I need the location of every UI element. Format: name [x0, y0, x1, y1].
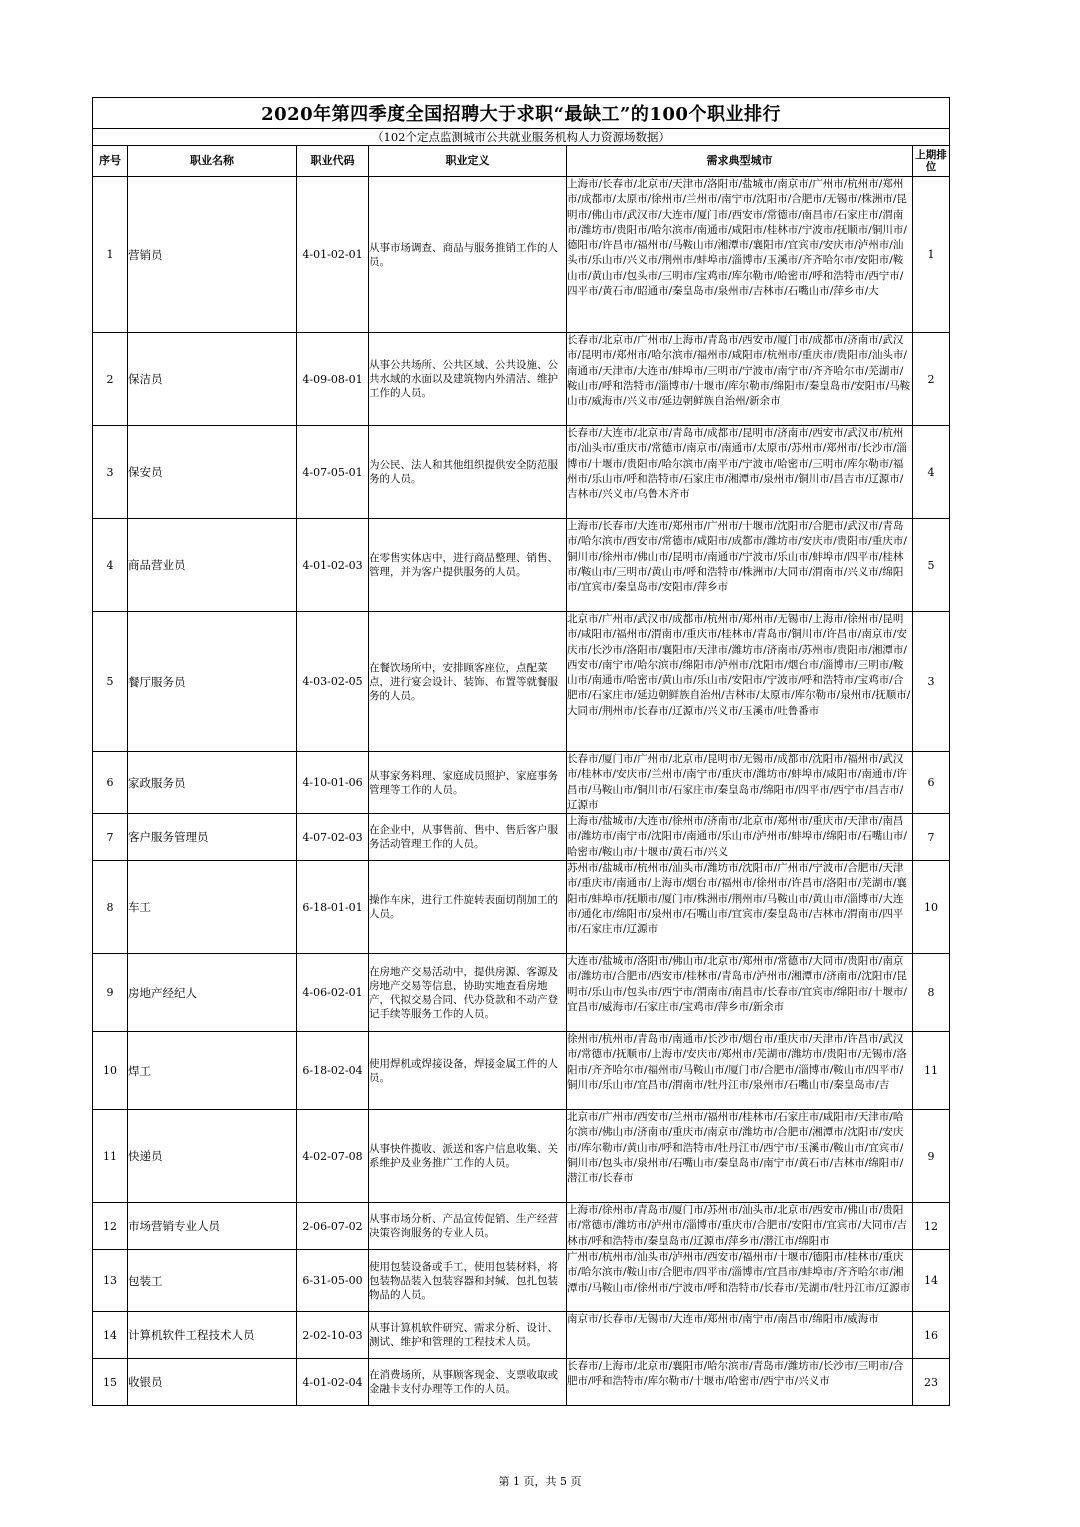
occupation-definition: 从事快件揽收、派送和客户信息收集、关系维护及业务推广工作的人员。 — [369, 1110, 567, 1203]
table-row — [93, 177, 950, 333]
last-period-rank: 6 — [913, 752, 950, 814]
occupation-name: 焊工 — [128, 1032, 297, 1110]
header-cities: 需求典型城市 — [567, 146, 913, 177]
occupation-name: 车工 — [128, 861, 297, 954]
occupation-name: 保洁员 — [128, 333, 297, 426]
row-number: 7 — [93, 814, 128, 861]
occupation-code: 4-01-02-01 — [297, 177, 369, 333]
occupation-name: 商品营业员 — [128, 519, 297, 612]
demand-cities-text: 广州市/杭州市/汕头市/泸州市/西安市/福州市/十堰市/德阳市/桂林市/重庆市/哈尔滨市/鞍山市/合肥市/四平市/淄博市/宜昌市/蚌埠市/齐齐哈尔市/湘潭市/马鞍山市/徐州市/宁波市/呼和浩特市/长春市/芜湖市/牡丹江市/辽源市 — [567, 1251, 911, 1294]
last-period-rank: 2 — [913, 333, 950, 426]
demand-cities-text: 大连市/盐城市/洛阳市/佛山市/北京市/郑州市/常德市/大同市/贵阳市/南京市/潍坊市/合肥市/西安市/桂林市/青岛市/泸州市/湘潭市/济南市/沈阳市/昆明市/乐山市/包头市/西宁市/渭南市/南昌市/长春市/宜宾市/绵阳市/十堰市/宜昌市/威海市/石家庄市/宝鸡市/萍乡市/新余市 — [567, 955, 907, 1013]
occupation-definition: 在餐饮场所中，安排顾客座位，点配菜点，进行宴会设计、装饰、布置等就餐服务的人员。 — [369, 612, 567, 752]
header-definition: 职业定义 — [369, 146, 567, 177]
demand-cities — [567, 954, 913, 1032]
row-number: 12 — [93, 1203, 128, 1250]
demand-cities-text: 长春市/厦门市/广州市/北京市/昆明市/无锡市/成都市/沈阳市/福州市/武汉市/桂林市/安庆市/兰州市/南宁市/重庆市/潍坊市/蚌埠市/咸阳市/南通市/许昌市/马鞍山市/铜川市/石家庄市/秦皇岛市/绵阳市/四平市/西宁市/昌吉市/辽源市 — [567, 753, 907, 811]
last-period-rank: 5 — [913, 519, 950, 612]
occupation-code: 2-02-10-03 — [297, 1312, 369, 1359]
demand-cities — [567, 1359, 913, 1406]
occupation-definition: 从事市场分析、产品宣传促销、生产经营决策咨询服务的专业人员。 — [369, 1203, 567, 1250]
row-number: 13 — [93, 1250, 128, 1312]
table-row — [93, 1312, 950, 1359]
occupation-definition: 在消费场所，从事顾客现金、支票收取或金融卡支付办理等工作的人员。 — [369, 1359, 567, 1406]
demand-cities — [567, 333, 913, 426]
last-period-rank: 3 — [913, 612, 950, 752]
occupation-definition: 从事家务料理、家庭成员照护、家庭事务管理等工作的人员。 — [369, 752, 567, 814]
demand-cities-text: 长春市/上海市/北京市/襄阳市/哈尔滨市/青岛市/潍坊市/长沙市/三明市/合肥市/呼和浩特市/库尔勒市/十堰市/哈密市/西宁市/兴义市 — [567, 1360, 904, 1388]
table-row — [93, 612, 950, 752]
row-number: 1 — [93, 177, 128, 333]
demand-cities-text: 上海市/长春市/大连市/郑州市/广州市/十堰市/沈阳市/合肥市/武汉市/青岛市/哈尔滨市/西安市/常德市/咸阳市/成都市/潍坊市/安庆市/贵阳市/重庆市/铜川市/徐州市/佛山市/昆明市/南通市/宁波市/乐山市/蚌埠市/四平市/桂林市/鞍山市/三明市/黄山市/呼和浩特市/株洲市/大同市/渭南市/兴义市/绵阳市/宜宾市/秦皇岛市/安阳市/萍乡市 — [567, 520, 907, 594]
table-row — [93, 861, 950, 954]
occupation-definition: 为公民、法人和其他组织提供安全防范服务的人员。 — [369, 426, 567, 519]
occupation-ranking-table — [92, 97, 950, 1406]
occupation-definition: 在房地产交易活动中，提供房源、客源及房地产交易等信息，协助实地查看房地产，代拟交易合同、代办贷款和不动产登记手续等服务工作的人员。 — [369, 954, 567, 1032]
occupation-name: 餐厅服务员 — [128, 612, 297, 752]
demand-cities-text: 上海市/盐城市/大连市/徐州市/济南市/北京市/郑州市/重庆市/天津市/南昌市/潍坊市/南宁市/沈阳市/南通市/乐山市/泸州市/蚌埠市/绵阳市/石嘴山市/哈密市/鞍山市/十堰市/黄石市/兴义 — [567, 815, 907, 858]
demand-cities-text: 上海市/徐州市/青岛市/厦门市/苏州市/汕头市/北京市/西安市/佛山市/贵阳市/常德市/潍坊市/泸州市/淄博市/重庆市/合肥市/安阳市/宜宾市/大同市/吉林市/呼和浩特市/秦皇岛市/辽源市/萍乡市/潜江市/绵阳市 — [567, 1204, 907, 1247]
last-period-rank: 4 — [913, 426, 950, 519]
occupation-name: 快递员 — [128, 1110, 297, 1203]
row-number: 4 — [93, 519, 128, 612]
page-footer: 第 1 页，共 5 页 — [498, 1475, 582, 1488]
demand-cities — [567, 426, 913, 519]
demand-cities — [567, 612, 913, 752]
occupation-code: 4-10-01-06 — [297, 752, 369, 814]
table-header-row — [93, 146, 950, 177]
row-number: 11 — [93, 1110, 128, 1203]
demand-cities — [567, 1250, 913, 1312]
occupation-definition: 在企业中，从事售前、售中、售后客户服务活动管理工作的人员。 — [369, 814, 567, 861]
table-row — [93, 519, 950, 612]
occupation-name: 客户服务管理员 — [128, 814, 297, 861]
demand-cities-text: 北京市/广州市/西安市/兰州市/福州市/桂林市/石家庄市/咸阳市/天津市/哈尔滨市/佛山市/济南市/重庆市/南京市/潍坊市/合肥市/湘潭市/沈阳市/安庆市/库尔勒市/黄山市/呼和浩特市/牡丹江市/西宁市/玉溪市/鞍山市/宜宾市/铜川市/包头市/泉州市/石嘴山市/秦皇岛市/南宁市/黄石市/吉林市/绵阳市/潜江市/长春市 — [567, 1111, 904, 1185]
occupation-code: 4-07-02-03 — [297, 814, 369, 861]
demand-cities-text: 长春市/北京市/广州市/上海市/青岛市/西安市/厦门市/成都市/济南市/武汉市/昆明市/郑州市/哈尔滨市/福州市/咸阳市/杭州市/重庆市/贵阳市/汕头市/南通市/天津市/大连市/蚌埠市/三明市/宁波市/南宁市/齐齐哈尔市/芜湖市/鞍山市/呼和浩特市/淄博市/十堰市/库尔勒市/绵阳市/秦皇岛市/安阳市/马鞍山市/威海市/兴义市/延边朝鲜族自治州/新余市 — [567, 334, 911, 408]
occupation-code: 6-18-02-04 — [297, 1032, 369, 1110]
occupation-definition: 从事计算机软件研究、需求分析、设计、测试、维护和管理的工程技术人员。 — [369, 1312, 567, 1359]
occupation-name: 收银员 — [128, 1359, 297, 1406]
last-period-rank: 12 — [913, 1203, 950, 1250]
table-row — [93, 752, 950, 814]
demand-cities — [567, 814, 913, 861]
header-no: 序号 — [93, 146, 128, 177]
demand-cities — [567, 1110, 913, 1203]
demand-cities-text: 长春市/大连市/北京市/青岛市/成都市/昆明市/济南市/西安市/武汉市/杭州市/汕头市/重庆市/常德市/南京市/南通市/太原市/苏州市/郑州市/长沙市/淄博市/十堰市/贵阳市/哈尔滨市/南平市/宁波市/哈密市/三明市/库尔勒市/福州市/乐山市/呼和浩特市/石家庄市/湘潭市/泉州市/铜川市/昌吉市/辽源市/吉林市/兴义市/乌鲁木齐市 — [567, 427, 907, 501]
demand-cities — [567, 1312, 913, 1359]
occupation-definition: 使用包装设备或手工，使用包装材料，将包装物品装入包装容器和封缄、包扎包装物品的人员。 — [369, 1250, 567, 1312]
occupation-definition: 从事公共场所、公共区域、公共设施、公共水域的水面以及建筑物内外清洁、维护工作的人员。 — [369, 333, 567, 426]
occupation-name: 计算机软件工程技术人员 — [128, 1312, 297, 1359]
occupation-definition: 使用焊机或焊接设备，焊接金属工件的人员。 — [369, 1032, 567, 1110]
last-period-rank: 23 — [913, 1359, 950, 1406]
table-row — [93, 333, 950, 426]
table-row — [93, 1032, 950, 1110]
demand-cities — [567, 861, 913, 954]
page-title: 2020年第四季度全国招聘大于求职“最缺工”的100个职业排行 — [93, 98, 950, 129]
row-number: 3 — [93, 426, 128, 519]
occupation-definition: 在零售实体店中，进行商品整理、销售、管理，并为客户提供服务的人员。 — [369, 519, 567, 612]
last-period-rank: 11 — [913, 1032, 950, 1110]
occupation-name: 市场营销专业人员 — [128, 1203, 297, 1250]
occupation-code: 4-03-02-05 — [297, 612, 369, 752]
occupation-code: 4-06-02-01 — [297, 954, 369, 1032]
table-row — [93, 426, 950, 519]
last-period-rank: 1 — [913, 177, 950, 333]
row-number: 9 — [93, 954, 128, 1032]
occupation-name: 包装工 — [128, 1250, 297, 1312]
row-number: 15 — [93, 1359, 128, 1406]
occupation-definition: 从事市场调查、商品与服务推销工作的人员。 — [369, 177, 567, 333]
occupation-code: 4-07-05-01 — [297, 426, 369, 519]
table-row — [93, 814, 950, 861]
table-row — [93, 1250, 950, 1312]
row-number: 14 — [93, 1312, 128, 1359]
row-number: 5 — [93, 612, 128, 752]
occupation-code: 2-06-07-02 — [297, 1203, 369, 1250]
table-row — [93, 954, 950, 1032]
demand-cities — [567, 1203, 913, 1250]
row-number: 2 — [93, 333, 128, 426]
last-period-rank: 7 — [913, 814, 950, 861]
occupation-name: 保安员 — [128, 426, 297, 519]
demand-cities — [567, 177, 913, 333]
occupation-code: 6-31-05-00 — [297, 1250, 369, 1312]
occupation-code: 4-01-02-04 — [297, 1359, 369, 1406]
table-row — [93, 1110, 950, 1203]
demand-cities-text: 北京市/广州市/武汉市/成都市/杭州市/郑州市/无锡市/上海市/徐州市/昆明市/咸阳市/福州市/渭南市/重庆市/桂林市/青岛市/铜川市/许昌市/南京市/安庆市/长沙市/洛阳市/襄阳市/天津市/潍坊市/济南市/苏州市/贵阳市/湘潭市/西安市/南宁市/哈尔滨市/绵阳市/泸州市/沈阳市/烟台市/淄博市/三明市/鞍山市/南通市/哈密市/黄山市/乐山市/安阳市/宁波市/呼和浩特市/宝鸡市/合肥市/石家庄市/延边朝鲜族自治州/吉林市/太原市/库尔勒市/泉州市/抚顺市/大同市/荆州市/长春市/辽源市/兴义市/玉溪市/吐鲁番市 — [567, 613, 911, 717]
header-last-rank: 上期排位 — [913, 146, 950, 177]
occupation-code: 4-01-02-03 — [297, 519, 369, 612]
row-number: 6 — [93, 752, 128, 814]
row-number: 10 — [93, 1032, 128, 1110]
last-period-rank: 8 — [913, 954, 950, 1032]
occupation-code: 4-09-08-01 — [297, 333, 369, 426]
demand-cities-text: 南京市/长春市/无锡市/大连市/郑州市/南宁市/南昌市/绵阳市/威海市 — [567, 1313, 879, 1325]
last-period-rank: 16 — [913, 1312, 950, 1359]
demand-cities — [567, 752, 913, 814]
header-code: 职业代码 — [297, 146, 369, 177]
header-name: 职业名称 — [128, 146, 297, 177]
table-row — [93, 1359, 950, 1406]
demand-cities-text: 上海市/长春市/北京市/天津市/洛阳市/盐城市/南京市/广州市/杭州市/郑州市/成都市/太原市/徐州市/兰州市/南宁市/沈阳市/合肥市/无锡市/株洲市/昆明市/佛山市/武汉市/大连市/厦门市/西安市/常德市/南昌市/石家庄市/渭南市/潍坊市/贵阳市/哈尔滨市/南通市/咸阳市/桂林市/宁波市/抚顺市/铜川市/德阳市/许昌市/福州市/马鞍山市/湘潭市/襄阳市/宜宾市/安庆市/泸州市/汕头市/乐山市/兴义市/荆州市/蚌埠市/淄博市/玉溪市/齐齐哈尔市/安阳市/鞍山市/黄山市/包头市/三明市/宝鸡市/库尔勒市/哈密市/呼和浩特市/西宁市/四平市/黄石市/昭通市/秦皇岛市/泉州市/吉林市/石嘴山市/萍乡市/大 — [567, 178, 907, 298]
page-subtitle: （102个定点监测城市公共就业服务机构人力资源场数据） — [93, 129, 950, 146]
occupation-name: 房地产经纪人 — [128, 954, 297, 1032]
demand-cities-text: 徐州市/杭州市/青岛市/南通市/长沙市/烟台市/重庆市/天津市/许昌市/武汉市/常德市/抚顺市/上海市/安庆市/郑州市/芜湖市/潍坊市/贵阳市/无锡市/洛阳市/齐齐哈尔市/福州市/马鞍山市/厦门市/合肥市/淄博市/鞍山市/四平市/铜川市/乐山市/宜昌市/渭南市/牡丹江市/泉州市/石嘴山市/秦皇岛市/吉 — [567, 1033, 907, 1091]
last-period-rank: 10 — [913, 861, 950, 954]
demand-cities-text: 苏州市/盐城市/杭州市/汕头市/潍坊市/沈阳市/广州市/宁波市/合肥市/天津市/重庆市/南通市/上海市/烟台市/福州市/徐州市/许昌市/洛阳市/芜湖市/襄阳市/蚌埠市/抚顺市/厦门市/株洲市/荆州市/马鞍山市/黄山市/淄博市/大连市/通化市/绵阳市/泉州市/石嘴山市/宜宾市/秦皇岛市/吉林市/渭南市/四平市/石家庄市/辽源市 — [567, 862, 907, 936]
occupation-code: 4-02-07-08 — [297, 1110, 369, 1203]
occupation-definition: 操作车床，进行工件旋转表面切削加工的人员。 — [369, 861, 567, 954]
last-period-rank: 9 — [913, 1110, 950, 1203]
last-period-rank: 14 — [913, 1250, 950, 1312]
demand-cities — [567, 1032, 913, 1110]
row-number: 8 — [93, 861, 128, 954]
demand-cities — [567, 519, 913, 612]
occupation-name: 家政服务员 — [128, 752, 297, 814]
table-row — [93, 1203, 950, 1250]
occupation-name: 营销员 — [128, 177, 297, 333]
occupation-code: 6-18-01-01 — [297, 861, 369, 954]
